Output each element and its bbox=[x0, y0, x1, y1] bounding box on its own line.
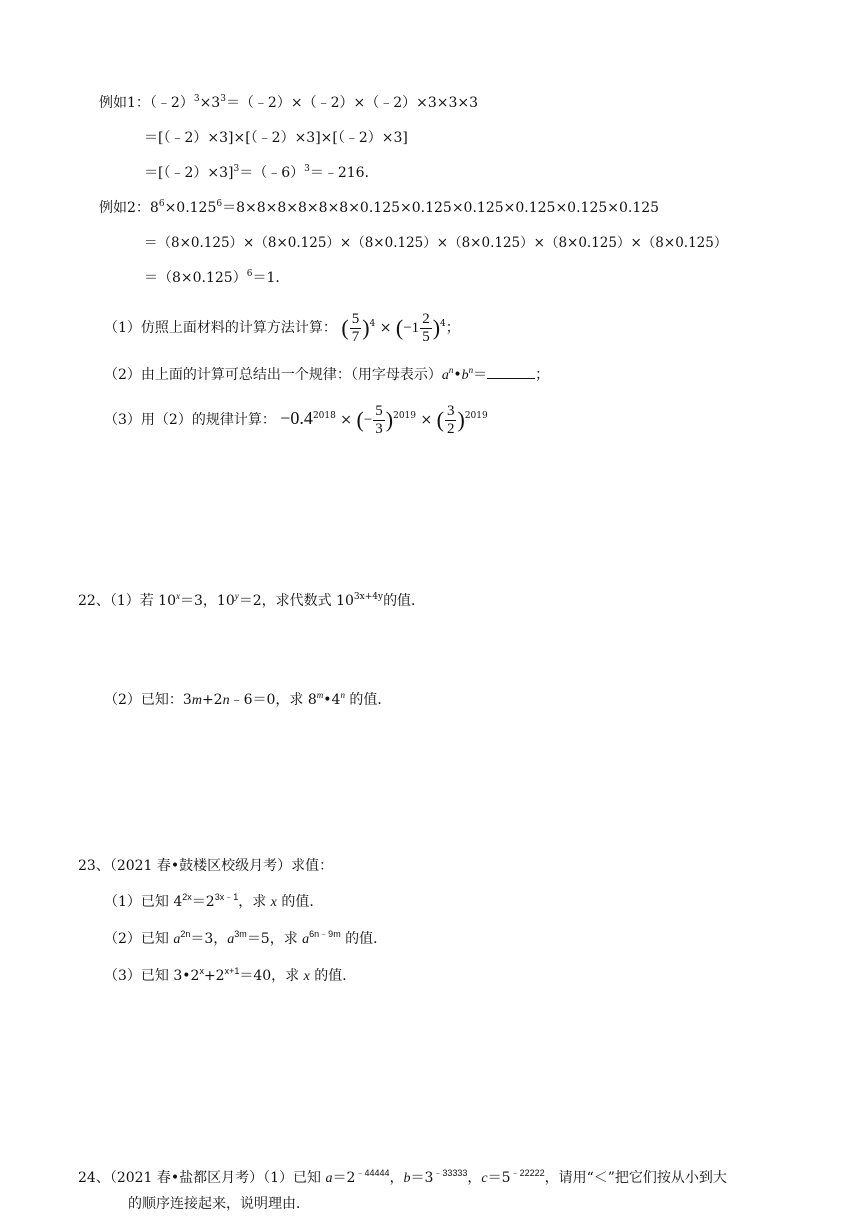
answer-blank bbox=[487, 364, 535, 379]
q24-line1: 24、（2021 春•盐都区月考）（1）已知 $a=2^{﹣44444}$，$b=3^{﹣33333}$，$c=5^{﹣22222}$，请用“＜”把它们按从小到大 bbox=[78, 1168, 727, 1186]
example2-line1: 例如2：$8^6\times 0.125^6=8\times 8\times 8\times 8\times 8\times 8\times 0.125\times 0.125\times 0.125\times 0.125\times 0.125\times 0.125$ bbox=[99, 199, 660, 216]
example1-line1: 例如1：$(﹣2)^3\times 3^3=(﹣2)\times(﹣2)\times(﹣2)\times 3\times 3\times 3$ bbox=[99, 94, 479, 111]
q23-part2: （2）已知 $a^{2n}=3$，$a^{3m}=5$，求 $a^{6n﹣9m}$ 的值． bbox=[104, 929, 388, 947]
q23-part1: （1）已知 $4^{2x}=2^{3x﹣1}$，求 x 的值． bbox=[104, 892, 324, 910]
example1-line3: ＝[（﹣2）×3]$^3$＝（﹣6）$^3$＝﹣216． bbox=[144, 164, 379, 181]
fraction-5-7: $\frac{5}{7}$ bbox=[351, 310, 360, 345]
q23-part3: （3）已知 $3•2^x+2^{x+1}=40$，求 x 的值． bbox=[104, 966, 357, 984]
q21-part2: （2）由上面的计算可总结出一个规律：（用字母表示）$a^n•b^n=$ ； bbox=[104, 365, 550, 383]
q24-line2: 的顺序连接起来，说明理由． bbox=[128, 1196, 310, 1212]
fraction-2-5: $\frac{2}{5}$ bbox=[422, 310, 430, 345]
example2-line2: ＝（8×0.125）×（8×0.125）×（8×0.125）×（8×0.125）×（8×0.125）×（8×0.125） bbox=[144, 235, 728, 251]
q21-part3: （3）用（2）的规律计算： $-0.4^{2018}$ × (− $\frac{5}{3}$ )$^{2019}$ × ( $\frac{3}{2}$ )$^{2019}$ bbox=[104, 402, 488, 437]
q23-title: 23、（2021 春•鼓楼区校级月考）求值： bbox=[78, 858, 334, 874]
example1-line2: ＝[（﹣2）×3]×[（﹣2）×3]×[（﹣2）×3] bbox=[144, 130, 408, 146]
fraction-5-3: $\frac{5}{3}$ bbox=[375, 402, 383, 437]
q22-part2: （2）已知：3m+2n﹣6＝0，求 8$^m$•4$^n$ 的值． bbox=[104, 690, 392, 708]
example2-line3: $=(8\times 0.125)^6=1$． bbox=[144, 269, 290, 286]
q22-part1: 22、（1）若 $10^x=3$，$10^y=2$，求代数式 $10^{3x+4y}$的值． bbox=[78, 591, 426, 609]
fraction-3-2: $\frac{3}{2}$ bbox=[446, 402, 455, 437]
q21-part1: （1）仿照上面材料的计算方法计算： ( $\frac{5}{7}$ )$^4$ × (−1 $\frac{2}{5}$ )$^4$； bbox=[104, 310, 460, 345]
